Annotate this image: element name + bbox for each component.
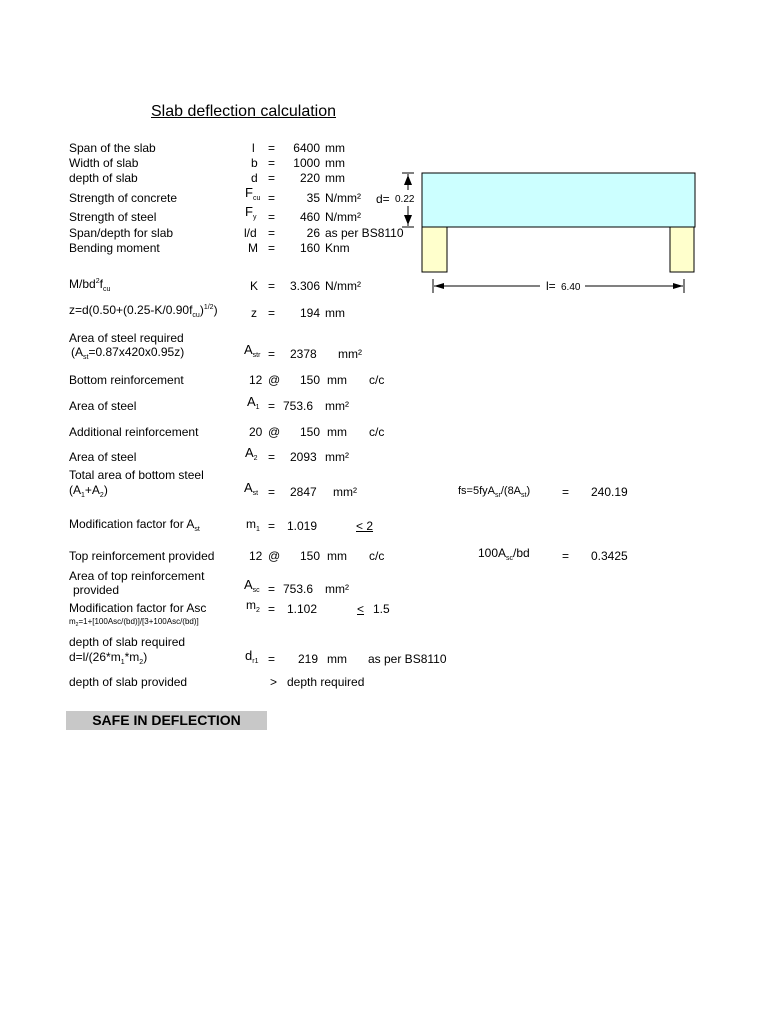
ast-total-label-2: $(A_1+A_2)$ [69,483,108,499]
moment-unit: Knm [325,241,350,255]
depth-required-value: 219 [298,652,319,666]
a2-equals: = [268,450,276,464]
moment-symbol: M [248,241,258,255]
depth-required-equals: = [268,652,276,666]
top-spacing: 150 [299,549,320,563]
m2-equals: = [268,602,276,616]
bottom-cc: c/c [369,373,385,387]
fcu-symbol: $F_{cu}$ [245,185,261,202]
k-value: 3.306 [289,279,320,293]
span-dim-value: 6.40 [561,282,581,293]
k-equals: = [268,279,276,293]
m1-limit: < 2 [356,519,374,533]
a2-label: Area of steel [69,450,137,464]
additional-bar-size: 20 [249,425,263,439]
ast-total-label-1: Total area of bottom steel [69,468,204,482]
span-depth-label: Span/depth for slab [69,226,174,240]
depth-arrow-up [404,175,412,185]
right-support [670,227,694,272]
ast-required-symbol: $A_{str}$ [244,342,261,359]
span-arrow-left [434,283,444,289]
span-depth-equals: = [268,226,276,240]
ratio-value: 0.3425 [591,549,628,563]
width-symbol: b [251,156,258,170]
top-bar-size: 12 [249,549,263,563]
depth-symbol: d [251,171,258,185]
fs-value: 240.19 [591,485,628,499]
m2-symbol: $m_2$ [246,598,260,614]
a1-equals: = [268,399,276,413]
bottom-spacing: 150 [299,373,320,387]
m2-value: 1.102 [287,602,318,616]
span-value: 6400 [293,141,320,155]
width-label: Width of slab [69,156,139,170]
k-label: $M/bd^2f_{cu}$ [69,277,111,293]
m1-value: 1.019 [287,519,318,533]
m2-limit: 1.5 [373,602,390,616]
ast-total-unit: mm² [333,485,357,499]
additional-at-sign: @ [268,425,281,439]
ast-required-unit: mm² [338,347,362,361]
depth-provided-label: depth of slab provided [69,675,188,689]
depth-equals: = [268,171,276,185]
depth-required-label-1: depth of slab required [69,635,186,649]
span-equals: = [268,141,276,155]
fs-label: $fs=5fyA_{sr}/(8A_{st})$ [458,485,531,499]
ast-total-symbol: $A_{st}$ [244,480,259,497]
depth-provided-text: depth required [287,675,365,689]
depth-value: 220 [299,171,320,185]
fcu-value: 35 [306,191,320,205]
fy-label: Strength of steel [69,210,157,224]
width-equals: = [268,156,276,170]
bottom-at-sign: @ [268,373,281,387]
additional-cc: c/c [369,425,385,439]
fy-equals: = [268,210,276,224]
a2-unit: mm² [325,450,349,464]
span-symbol: l [252,141,255,155]
ast-total-value: 2847 [290,485,317,499]
depth-required-note: as per BS8110 [368,652,447,666]
fs-equals: = [562,485,570,499]
depth-unit: mm [325,171,345,185]
span-depth-unit: as per BS8110 [325,226,404,240]
a2-value: 2093 [290,450,317,464]
span-unit: mm [325,141,345,155]
depth-required-unit: mm [327,652,347,666]
depth-required-symbol: $d_{r1}$ [245,648,259,665]
bottom-unit: mm [327,373,347,387]
page-title: Slab deflection calculation [151,103,337,120]
span-arrow-right [673,283,683,289]
width-value: 1000 [293,156,320,170]
result-banner: SAFE IN DEFLECTION [66,711,267,730]
ratio-label: $100A_{sc}/bd$ [478,546,530,562]
ast-required-label-2: $(A_{st}=0.87x420x0.95z)$ [71,345,185,361]
depth-dim-label: d= [376,192,390,206]
depth-required-label-2: $d=l/(26*m_1*m_2)$ [69,650,148,666]
width-unit: mm [325,156,345,170]
fcu-unit: N/mm² [325,191,361,205]
span-depth-symbol: l/d [244,226,257,240]
depth-arrow-down [404,215,412,225]
m1-symbol: $m_1$ [246,517,260,533]
ast-required-label-1: Area of steel required [69,331,184,345]
depth-label: depth of slab [69,171,138,185]
moment-equals: = [268,241,276,255]
a1-symbol: $A_1$ [247,394,260,411]
asc-label-2: provided [73,583,120,597]
asc-label-1: Area of top reinforcement [69,569,205,583]
ast-required-value: 2378 [290,347,317,361]
asc-value: 753.6 [283,582,314,596]
fy-symbol: $F_y$ [245,204,257,221]
ast-required-equals: = [268,347,276,361]
additional-unit: mm [327,425,347,439]
m2-formula: $m_2=1+[100Asc/(bd)]/[3+100Asc/(bd)]$ [69,617,199,628]
fy-value: 460 [299,210,320,224]
m2-label: Modification factor for Asc [69,601,207,615]
fcu-equals: = [268,191,276,205]
z-symbol: z [251,306,257,320]
a1-label: Area of steel [69,399,137,413]
additional-reinforcement-label: Additional reinforcement [69,425,199,439]
top-reinforcement-label: Top reinforcement provided [69,549,215,563]
a2-symbol: $A_2$ [245,445,258,462]
span-dim-label: l= [546,279,556,293]
top-unit: mm [327,549,347,563]
depth-dim-value: 0.22 [395,194,415,205]
depth-provided-compare: > [270,675,278,689]
z-value: 194 [299,306,320,320]
k-symbol: K [250,279,259,293]
ratio-equals: = [562,549,570,563]
bottom-reinforcement-label: Bottom reinforcement [69,373,184,387]
moment-label: Bending moment [69,241,160,255]
z-label: $z=d(0.50+(0.25-K/0.90f_{cu})^{1/2})$ [69,303,218,319]
span-label: Span of the slab [69,141,156,155]
ast-total-equals: = [268,485,276,499]
a1-unit: mm² [325,399,349,413]
span-depth-value: 26 [306,226,320,240]
m1-label: Modification factor for $A_{st}$ [69,517,200,533]
asc-unit: mm² [325,582,349,596]
top-cc: c/c [369,549,385,563]
a1-value: 753.6 [283,399,314,413]
fy-unit: N/mm² [325,210,361,224]
moment-value: 160 [299,241,320,255]
m1-equals: = [268,519,276,533]
z-equals: = [268,306,276,320]
bottom-bar-size: 12 [249,373,263,387]
left-support [422,227,447,272]
additional-spacing: 150 [299,425,320,439]
m2-limit-sign: < [357,602,365,616]
slab-rect [422,173,695,227]
asc-equals: = [268,582,276,596]
asc-symbol: $A_{sc}$ [244,577,260,594]
top-at-sign: @ [268,549,281,563]
k-unit: N/mm² [325,279,361,293]
fcu-label: Strength of concrete [69,191,178,205]
z-unit: mm [325,306,345,320]
